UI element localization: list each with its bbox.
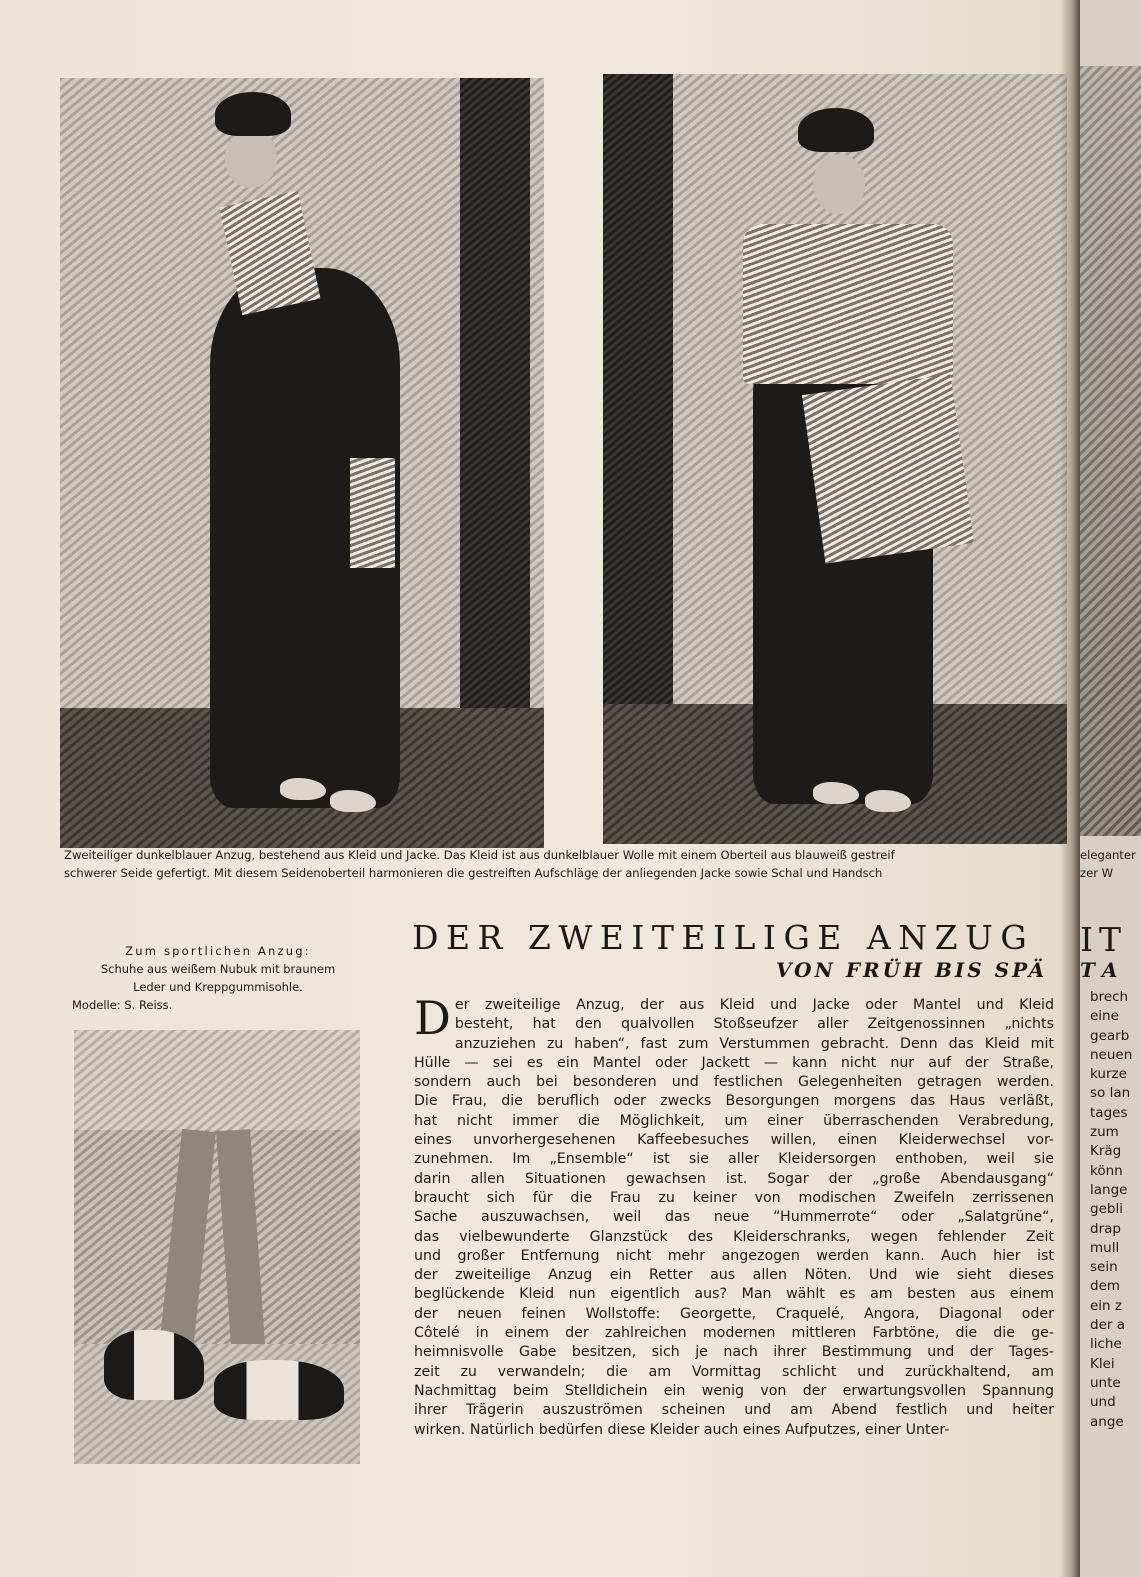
article-line: Die Frau, die beruflich oder zwecks Besorgungen morgens das Haus verläßt, (414, 1093, 1054, 1110)
skirt-hem (74, 1030, 360, 1130)
article-line: und großer Entfernung nicht mehr angezogen werden kann. Auch hier ist (414, 1247, 1054, 1264)
next-page-line: so lan (1090, 1085, 1131, 1102)
sport-shoe (214, 1360, 344, 1420)
article-line: der zweiteilige Anzug ein Retter aus allen Nöten. Und wie sieht dieses (414, 1267, 1054, 1284)
article-body (414, 991, 1054, 1440)
next-page-line: Klei (1090, 1355, 1115, 1372)
model-head (225, 128, 277, 188)
article-line: heimnisvolle Gabe besitzen, sich je nach ihrer Bestimmung und der Tages- (414, 1344, 1054, 1361)
striped-cuff (350, 458, 395, 568)
caption-line: schwerer Seide gefertigt. Mit diesem Seidenoberteil harmonieren die gestreiften Aufschläge der anliegenden Jacke sowie Schal und Handsch (64, 866, 883, 880)
models-credit: Modelle: S. Reiss. (72, 998, 173, 1012)
shoe-caption-line: Leder und Kreppgummisohle. (133, 980, 303, 994)
fashion-photo-right (603, 74, 1067, 844)
article-subheadline: VON FRÜH BIS SPÄ (776, 958, 1048, 982)
article-lines (414, 991, 1054, 1440)
next-page-line: brech (1090, 989, 1129, 1005)
model-head (813, 154, 865, 214)
model-hat (215, 92, 291, 136)
drop-cap: D (414, 991, 451, 1045)
article-line: er zweiteilige Anzug, der aus Kleid und Jacke oder Mantel und Kleid (454, 997, 1054, 1013)
next-page-caption (1080, 846, 1141, 882)
article-line: Côtelé in einem der zahlreichen modernen mittleren Farbtöne, die die ge- (414, 1325, 1054, 1342)
next-page-headline-fragment: IT (1080, 920, 1128, 959)
next-page-line: zum (1090, 1124, 1119, 1141)
next-page-line: lange (1090, 1181, 1128, 1198)
next-page-line: ange (1090, 1413, 1124, 1430)
shoe-caption (68, 942, 368, 1014)
next-page-line: mull (1090, 1239, 1120, 1256)
caption-fragment: zer W (1080, 866, 1114, 880)
next-page-line: der a (1090, 1317, 1125, 1334)
photo-caption (64, 846, 1060, 882)
article-line: ihrer Trägerin auszuströmen scheinen und am Abend festlich und heiter (414, 1402, 1054, 1419)
article-line: anzuziehen zu haben“, fast zum Verstummen gebracht. Denn das Kleid mit (454, 1035, 1054, 1052)
article-line: zunehmen. Im „Ensemble“ ist sie aller Kleidersorgen enthoben, weil sie (414, 1151, 1054, 1168)
article-headline: DER ZWEITEILIGE ANZUG (412, 918, 1035, 957)
article-line: eines unvorhergesehenen Kaffeebesuches willen, einen Kleiderwechsel vor- (414, 1132, 1054, 1149)
striped-jacket (743, 224, 953, 384)
next-page-line: und (1090, 1394, 1116, 1411)
next-page-line: kurze (1090, 1066, 1127, 1083)
next-page-line: eine (1090, 1008, 1119, 1025)
fashion-photo-left (60, 78, 544, 848)
article-line: Sache auszuwachsen, weil das neue “Hummerrote“ oder „Salatgrüne“, (414, 1209, 1054, 1226)
next-page-photo (1080, 66, 1141, 836)
next-page-line: tages (1090, 1104, 1128, 1121)
striped-scarf (802, 374, 974, 563)
page-gutter (1060, 0, 1080, 1577)
next-page-line: gearb (1090, 1027, 1130, 1044)
sport-shoe (104, 1330, 204, 1400)
article-line: Nachmittag beim Stelldichein ein wenig von der erwartungsvollen Spannung (414, 1382, 1054, 1399)
next-page-line: ein z (1090, 1297, 1122, 1314)
shoe-caption-title: Zum sportlichen Anzug: (125, 944, 311, 958)
next-page-line: unte (1090, 1374, 1121, 1391)
article-line: hat nicht immer die Möglichkeit, um einer überraschenden Verabredung, (414, 1112, 1054, 1129)
article-line: wirken. Natürlich bedürfen diese Kleider auch eines Aufputzes, einer Unter- (414, 1421, 950, 1438)
shoe-caption-line: Schuhe aus weißem Nubuk mit braunem (100, 962, 336, 976)
next-page-subheadline-fragment: T A (1080, 958, 1118, 982)
next-page-line: Kräg (1090, 1143, 1122, 1160)
caption-line: Zweiteiliger dunkelblauer Anzug, bestehend aus Kleid und Jacke. Das Kleid ist aus dunkelblauer Wolle mit einem Oberteil aus blauweiß gestreif (64, 848, 895, 862)
next-page-line: sein (1090, 1259, 1118, 1276)
next-page-line: gebli (1090, 1201, 1123, 1218)
next-page-column (1090, 988, 1141, 1432)
article-line: darin allen Situationen gewachsen ist. Sogar der „große Abendausgang“ (414, 1170, 1054, 1187)
next-page-line: dem (1090, 1278, 1121, 1295)
article-line: das vielbewunderte Glanzstück des Kleiderschranks, wegen fehlender Zeit (414, 1228, 1054, 1245)
next-page-line: drap (1090, 1220, 1121, 1237)
next-page-line: neuen (1090, 1046, 1133, 1063)
article-line: beglückende Kleid nun eigentlich aus? Man wählt es am besten aus einem (414, 1286, 1054, 1303)
next-page-line: könn (1090, 1162, 1123, 1179)
article-line: braucht sich für die Frau zu keiner von modischen Zweifeln zerrissenen (414, 1189, 1054, 1206)
article-line: zeit zu verwandeln; die am Vormittag schlicht und zurückhaltend, am (414, 1363, 1054, 1380)
article-line: sondern auch bei besonderen und festlichen Gelegenheiten getragen werden. (414, 1074, 1054, 1091)
next-page-line: liche (1090, 1336, 1122, 1353)
article-line: Hülle — sei es ein Mantel oder Jackett — kann nicht nur auf der Straße, (414, 1054, 1054, 1071)
article-line: der neuen feinen Wollstoffe: Georgette, Craquelé, Angora, Diagonal oder (414, 1305, 1054, 1322)
model-hat (798, 108, 874, 152)
shoe-photo (74, 1030, 360, 1464)
caption-fragment: eleganter (1080, 848, 1136, 862)
article-line: besteht, hat den qualvollen Stoßseufzer aller Zeitgenossinnen „nichts (454, 1016, 1054, 1033)
